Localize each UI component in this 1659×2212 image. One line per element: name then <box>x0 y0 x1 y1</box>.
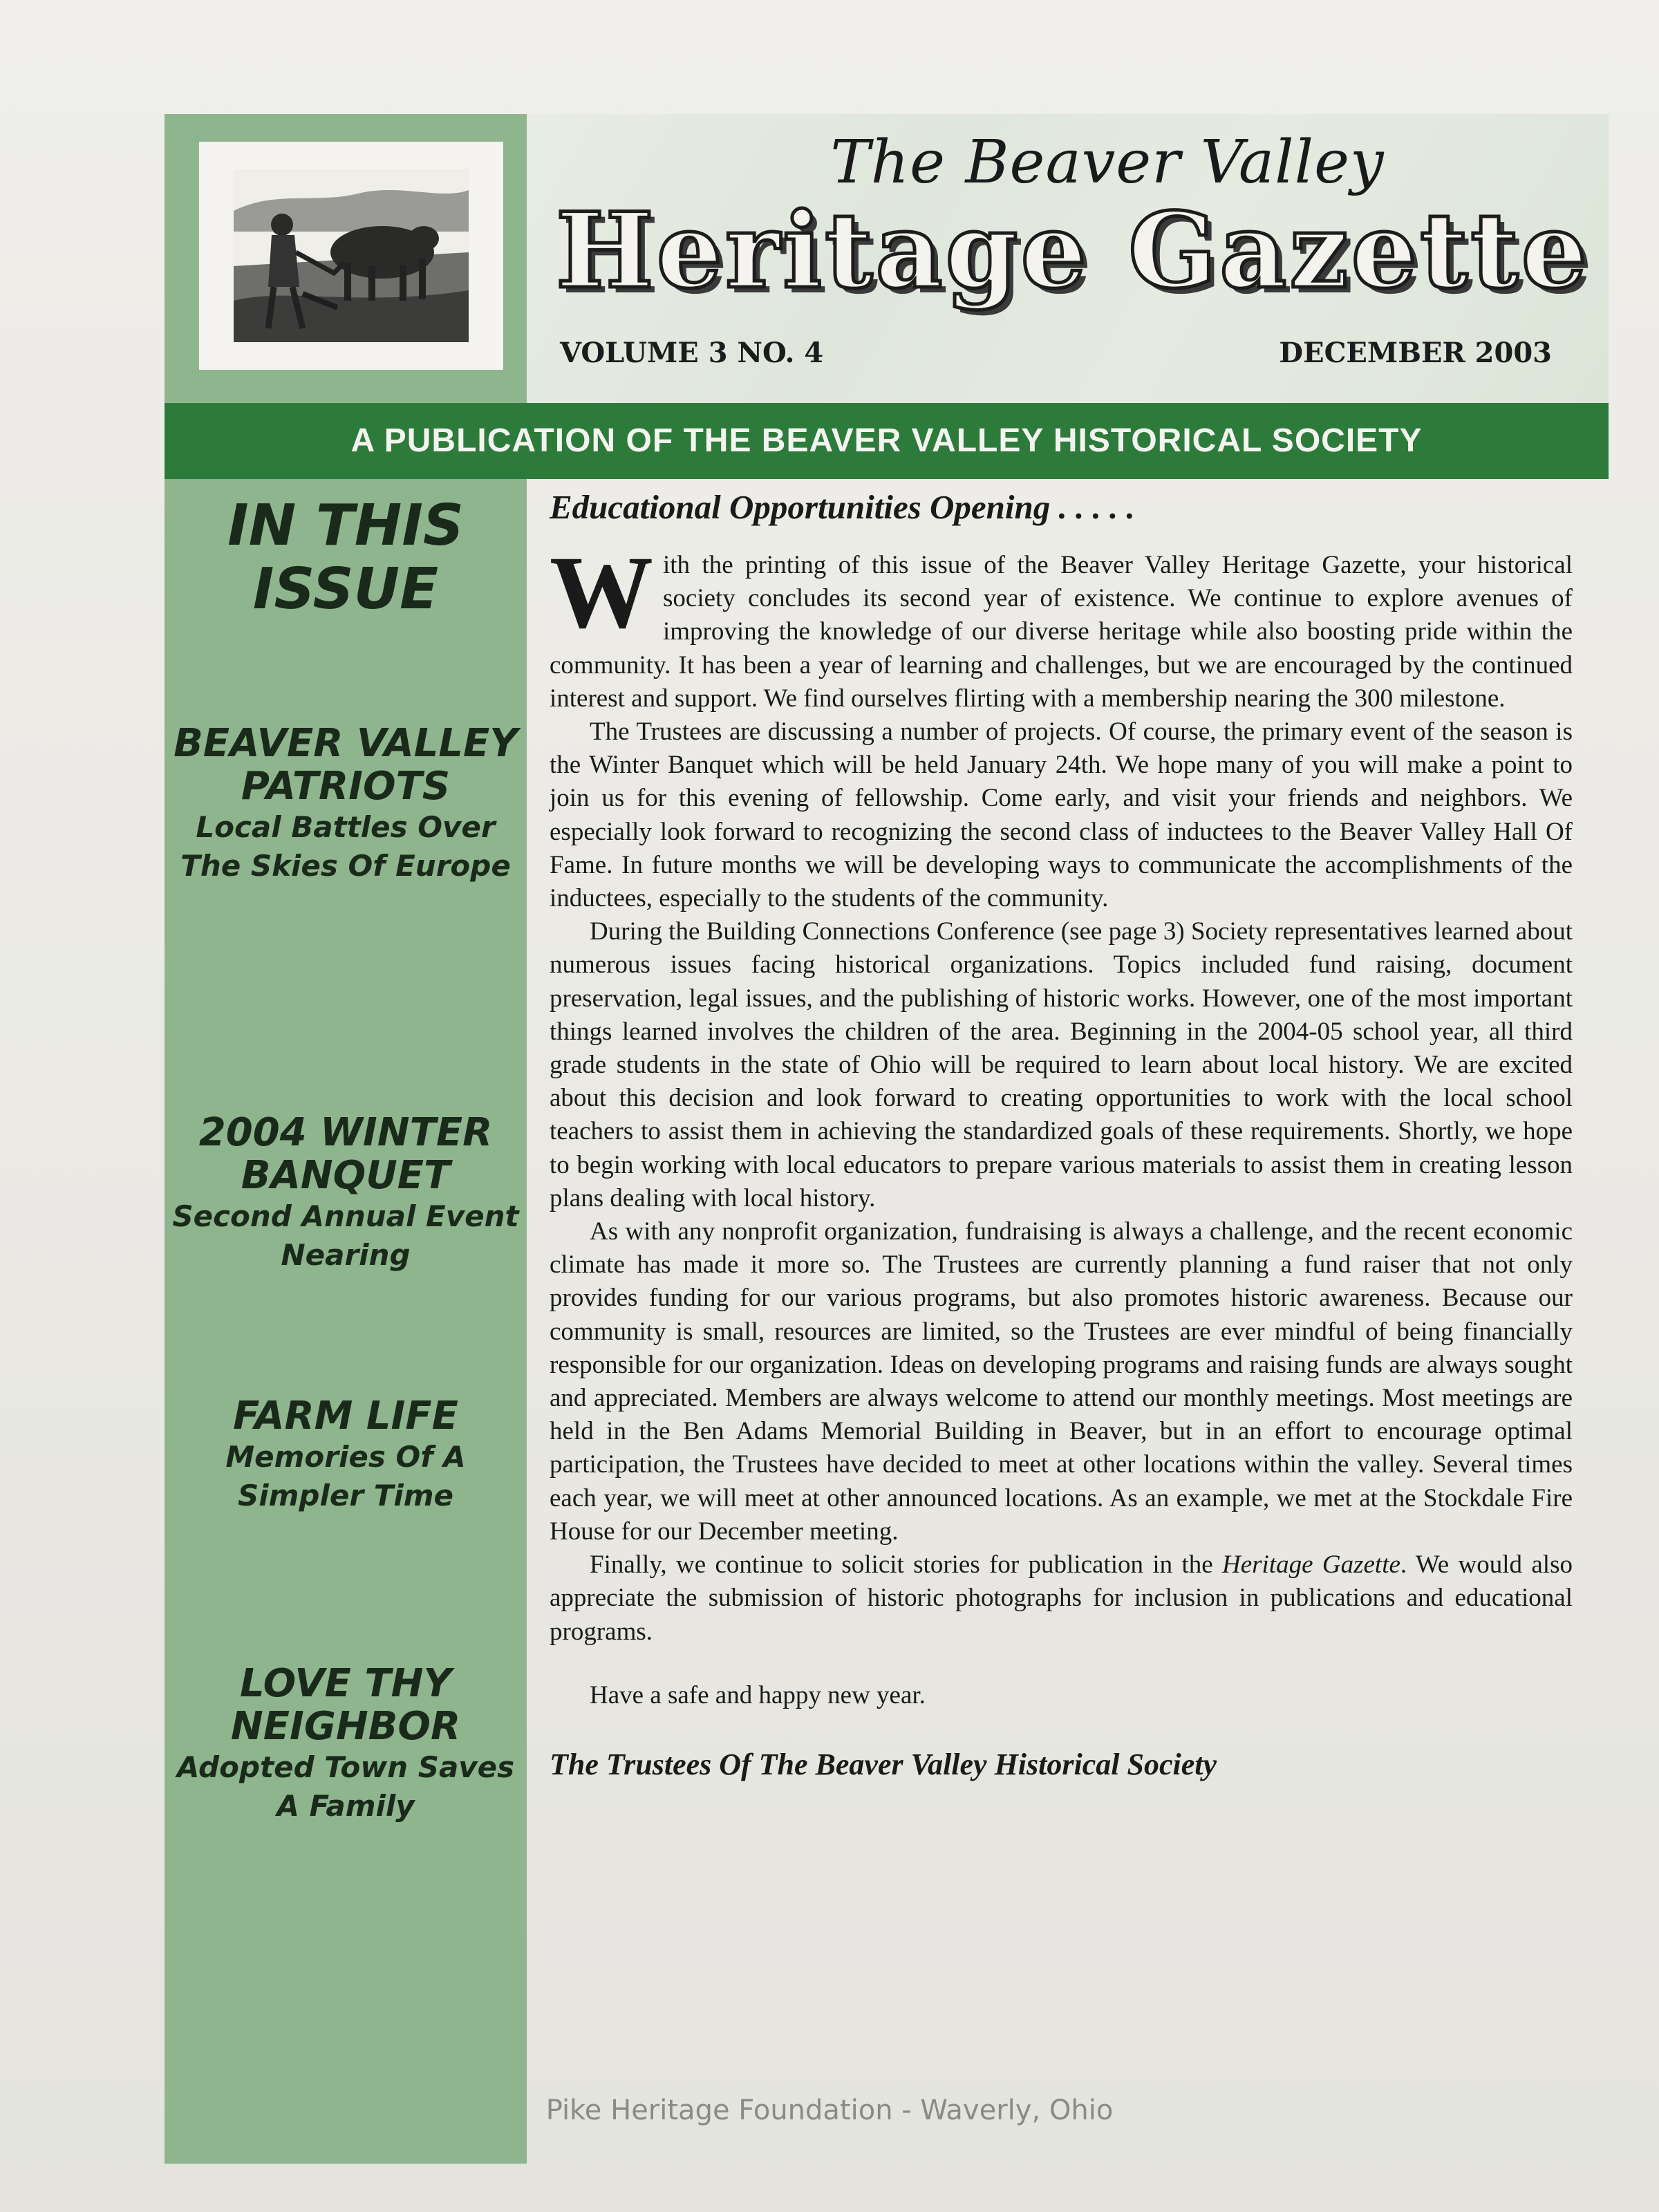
masthead-tagline: The Beaver Valley <box>830 128 1385 197</box>
main-article <box>550 487 1573 1782</box>
drop-cap: W <box>550 535 653 650</box>
in-this-issue-text: IN THIS ISSUE <box>227 493 464 622</box>
toc-item-title: FARM LIFE <box>233 1394 458 1438</box>
publication-name: Heritage Gazette <box>1222 1550 1400 1580</box>
toc-item-subtitle: Local Battles Over The Skies Of Europe <box>180 810 511 883</box>
signature: The Trustees Of The Beaver Valley Historical Society <box>550 1747 1217 1781</box>
paragraph-text: . We would also appreciate the submission of historic photographs for inclusion in publications and educational programs. <box>550 1550 1573 1646</box>
article-paragraph-4: As with any nonprofit organization, fundraising is always a challenge, and the recent economic climate has made it more so. The Trustees are currently planning a fund raiser that not only provides funding for our various programs, but also promotes historic awareness. Because our community is small, resources are limited, so the Trustees are ever mindful of being financially responsible for our organization. Ideas on developing programs and raising funds are always sought and appreciated. Members are always welcome to attend our monthly meetings. Most meetings are held in the Ben Adams Memorial Building in Beaver, but in an effort to encourage optimal participation, the Trustees have decided to meet at other locations within the valley. Several times each year, we will meet at other announced locations. As an example, we met at the Stockdale Fire House for our December meeting. <box>550 1217 1573 1546</box>
article-paragraph-1 <box>550 535 1573 715</box>
issue-date: DECEMBER 2003 <box>1279 337 1552 369</box>
toc-item-subtitle: Memories Of A Simpler Time <box>225 1440 466 1512</box>
article-paragraph-2: The Trustees are discussing a number of projects. Of course, the primary event of the season is the Winter Banquet which will be held January 24th. We hope many of you will make a point to join us for this evening of fellowship. Come early, and visit your friends and neighbors. We especially look forward to recognizing the second class of inductees to the Beaver Valley Hall Of Fame. In future months we will be developing ways to communicate the accomplishments of the inductees, especially to the students of the community. <box>550 718 1573 913</box>
volume-number: VOLUME 3 NO. 4 <box>560 337 824 369</box>
toc-item-farm-life[interactable] <box>165 1395 527 1515</box>
in-this-issue-heading <box>165 494 527 621</box>
toc-item-patriots[interactable] <box>165 722 527 885</box>
toc-item-subtitle: Second Annual Event Nearing <box>172 1199 519 1272</box>
paragraph-text: ith the printing of this issue of the Beaver Valley Heritage Gazette, your historical society concludes its second year of existence. We continue to explore avenues of improving the knowledge of our diverse heritage while also boosting pride within the community. It has been a year of learning and challenges, but we are encouraged by the continued interest and support. We find ourselves flirting with a membership nearing the 300 milestone. <box>550 551 1573 713</box>
article-paragraph-3: During the Building Connections Conference (see page 3) Society representatives learned about numerous issues facing historical organizations. Topics included fund raising, document preservation, legal issues, and the publishing of historic works. However, one of the most important things learned involves the children of the area. Beginning in the 2004-05 school year, all third grade students in the state of Ohio will be required to learn about local history. We are excited about this decision and look forward to creating opportunities to work with the local school teachers to assist them in achieving the standardized goals of these requirements. Shortly, we hope to begin working with local educators to prepare various materials to assist them in creating lesson plans dealing with local history. <box>550 917 1573 1212</box>
toc-item-title: LOVE THY NEIGHBOR <box>230 1661 461 1749</box>
toc-item-subtitle: Adopted Town Saves A Family <box>176 1750 515 1823</box>
toc-item-title: BEAVER VALLEY PATRIOTS <box>174 721 518 809</box>
paragraph-text: Finally, we continue to solicit stories for publication in the <box>590 1550 1223 1580</box>
closing-line: Have a safe and happy new year. <box>590 1680 926 1709</box>
plow-oxen-image <box>234 168 469 344</box>
publication-banner: A PUBLICATION OF THE BEAVER VALLEY HISTORICAL SOCIETY <box>165 403 1609 479</box>
article-headline: Educational Opportunities Opening . . . . . <box>550 488 1135 526</box>
footer-credit: Pike Heritage Foundation - Waverly, Ohio <box>545 2094 1114 2126</box>
toc-item-title: 2004 WINTER BANQUET <box>198 1110 493 1198</box>
masthead <box>527 114 1609 403</box>
masthead-title: Heritage Gazette <box>555 190 1591 312</box>
toc-item-neighbor[interactable] <box>165 1662 527 1826</box>
toc-item-banquet[interactable] <box>165 1112 527 1275</box>
plowing-illustration <box>199 142 503 370</box>
article-paragraph-5 <box>550 1548 1573 1649</box>
